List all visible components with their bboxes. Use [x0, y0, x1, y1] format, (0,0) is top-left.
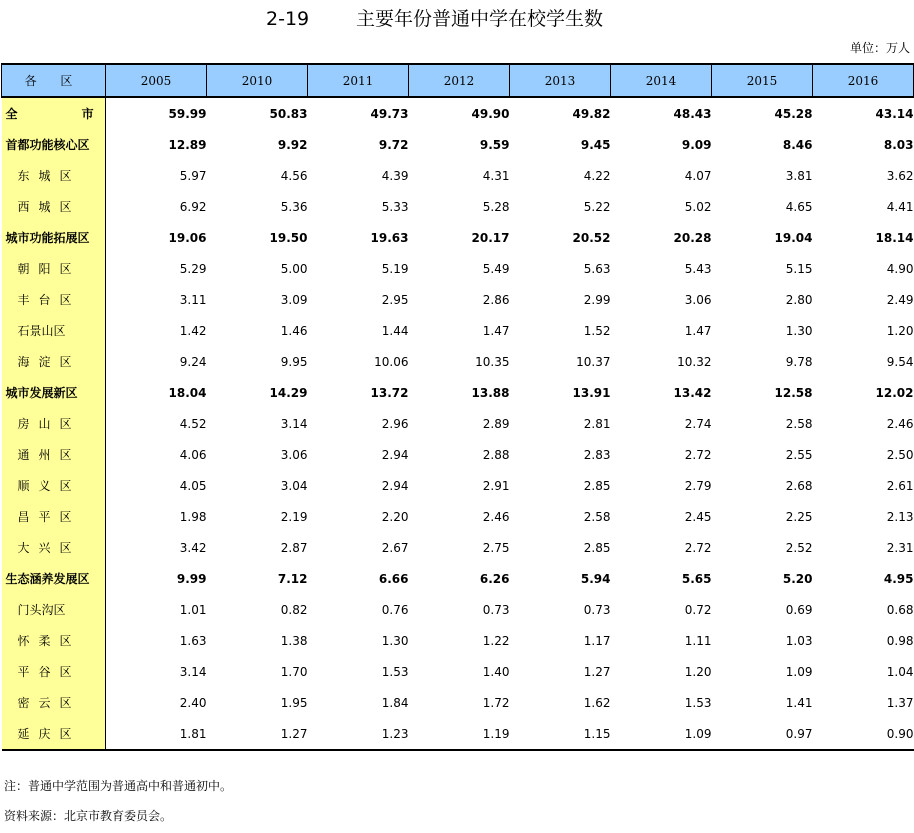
column-header-year: 2013: [510, 64, 611, 97]
value-cell: 49.82: [572, 106, 611, 121]
value-cell: 1.15: [510, 718, 611, 750]
value-cell: 6.66: [378, 571, 409, 586]
value-cell: 4.41: [886, 199, 914, 214]
column-header-year: 2016: [813, 64, 914, 97]
table-row: [2, 718, 914, 750]
value-cell: 5.02: [684, 199, 712, 214]
value-cell: 9.92: [277, 137, 308, 152]
value-cell: 9.09: [681, 137, 712, 152]
value-cell: 2.20: [381, 509, 409, 524]
region-name: 海淀区: [2, 346, 106, 377]
table-number: 2-19: [266, 8, 310, 30]
value-cell: 5.63: [583, 261, 611, 276]
region-name: 城市发展新区: [2, 377, 106, 408]
value-cell: 2.94: [381, 447, 409, 462]
value-cell: 59.99: [168, 106, 207, 121]
value-cell: 2.31: [886, 540, 914, 555]
value-cell: 8.03: [883, 137, 914, 152]
value-cell: 5.43: [684, 261, 712, 276]
table-row: [2, 625, 914, 656]
value-cell: 13.91: [572, 385, 611, 400]
value-cell: 0.73: [482, 602, 510, 617]
value-cell: 1.98: [179, 509, 207, 524]
value-cell: 5.15: [785, 261, 813, 276]
value-cell: 3.14: [280, 416, 308, 431]
value-cell: 5.36: [280, 199, 308, 214]
value-cell: 3.06: [684, 292, 712, 307]
value-cell: 49.73: [370, 106, 409, 121]
value-cell: 1.03: [785, 633, 813, 648]
value-cell: 0.72: [684, 602, 712, 617]
value-cell: 50.83: [269, 106, 308, 121]
value-cell: 1.70: [280, 664, 308, 679]
value-cell: 5.33: [381, 199, 409, 214]
value-cell: 19.04: [774, 230, 813, 245]
value-cell: 1.84: [381, 695, 409, 710]
value-cell: 9.45: [580, 137, 611, 152]
value-cell: 1.23: [308, 718, 409, 750]
value-cell: 2.83: [583, 447, 611, 462]
value-cell: 6.26: [479, 571, 510, 586]
value-cell: 2.95: [381, 292, 409, 307]
value-cell: 13.42: [673, 385, 712, 400]
value-cell: 1.52: [583, 323, 611, 338]
value-cell: 9.54: [886, 354, 914, 369]
value-cell: 5.20: [782, 571, 813, 586]
column-header-year: 2011: [308, 64, 409, 97]
value-cell: 0.98: [886, 633, 914, 648]
value-cell: 4.05: [179, 478, 207, 493]
value-cell: 1.37: [886, 695, 914, 710]
value-cell: 2.85: [583, 540, 611, 555]
value-cell: 43.14: [875, 106, 914, 121]
value-cell: 1.17: [583, 633, 611, 648]
value-cell: 2.72: [684, 540, 712, 555]
value-cell: 2.46: [482, 509, 510, 524]
table-row: [2, 160, 914, 191]
value-cell: 0.97: [712, 718, 813, 750]
value-cell: 1.47: [684, 323, 712, 338]
value-cell: 20.28: [673, 230, 712, 245]
value-cell: 9.24: [179, 354, 207, 369]
value-cell: 9.59: [479, 137, 510, 152]
region-name: 延庆区: [2, 718, 106, 750]
value-cell: 2.52: [785, 540, 813, 555]
value-cell: 4.39: [381, 168, 409, 183]
column-header-year: 2005: [106, 64, 207, 97]
value-cell: 1.09: [611, 718, 712, 750]
value-cell: 2.94: [381, 478, 409, 493]
value-cell: 2.88: [482, 447, 510, 462]
table-row: [2, 501, 914, 532]
value-cell: 9.72: [378, 137, 409, 152]
value-cell: 3.81: [785, 168, 813, 183]
value-cell: 2.74: [684, 416, 712, 431]
value-cell: 2.85: [583, 478, 611, 493]
value-cell: 2.72: [684, 447, 712, 462]
value-cell: 45.28: [774, 106, 813, 121]
value-cell: 1.53: [381, 664, 409, 679]
value-cell: 2.61: [886, 478, 914, 493]
column-header-year: 2014: [611, 64, 712, 97]
value-cell: 10.06: [374, 354, 409, 369]
source-note: 资料来源：北京市教育委员会。: [4, 809, 173, 823]
region-name: 西城区: [2, 191, 106, 222]
region-name: 石景山区: [2, 315, 106, 346]
value-cell: 1.27: [207, 718, 308, 750]
value-cell: 20.52: [572, 230, 611, 245]
value-cell: 2.79: [684, 478, 712, 493]
region-name: 丰台区: [2, 284, 106, 315]
region-name: 怀柔区: [2, 625, 106, 656]
table-row: [2, 408, 914, 439]
value-cell: 1.38: [280, 633, 308, 648]
table-row: [2, 377, 914, 408]
table-row: [2, 687, 914, 718]
value-cell: 5.00: [280, 261, 308, 276]
region-name: 城市功能拓展区: [2, 222, 106, 253]
value-cell: 3.62: [886, 168, 914, 183]
value-cell: 2.13: [886, 509, 914, 524]
value-cell: 2.25: [785, 509, 813, 524]
value-cell: 4.95: [883, 571, 914, 586]
value-cell: 18.14: [875, 230, 914, 245]
region-name: 昌平区: [2, 501, 106, 532]
value-cell: 13.88: [471, 385, 510, 400]
value-cell: 4.52: [179, 416, 207, 431]
value-cell: 3.14: [179, 664, 207, 679]
column-header-year: 2015: [712, 64, 813, 97]
table-row: [2, 191, 914, 222]
value-cell: 2.87: [280, 540, 308, 555]
value-cell: 0.82: [280, 602, 308, 617]
value-cell: 5.94: [580, 571, 611, 586]
value-cell: 5.65: [681, 571, 712, 586]
footnote: 注：普通中学范围为普通高中和普通初中。: [4, 779, 233, 793]
table-row: [2, 594, 914, 625]
table-row: [2, 439, 914, 470]
value-cell: 1.11: [684, 633, 712, 648]
value-cell: 1.40: [482, 664, 510, 679]
value-cell: 1.81: [106, 718, 207, 750]
table-row: [2, 253, 914, 284]
value-cell: 1.47: [482, 323, 510, 338]
value-cell: 3.42: [179, 540, 207, 555]
value-cell: 2.58: [785, 416, 813, 431]
table-row: [2, 656, 914, 687]
data-table: [1, 63, 914, 751]
value-cell: 9.95: [280, 354, 308, 369]
value-cell: 1.20: [886, 323, 914, 338]
value-cell: 19.06: [168, 230, 207, 245]
table-row: [2, 346, 914, 377]
region-name: 全 市: [2, 97, 106, 129]
value-cell: 5.19: [381, 261, 409, 276]
value-cell: 2.75: [482, 540, 510, 555]
value-cell: 3.09: [280, 292, 308, 307]
value-cell: 1.72: [482, 695, 510, 710]
region-name: 朝阳区: [2, 253, 106, 284]
value-cell: 0.90: [813, 718, 914, 750]
value-cell: 2.81: [583, 416, 611, 431]
table-row: [2, 315, 914, 346]
header-row: [2, 64, 914, 97]
value-cell: 1.19: [409, 718, 510, 750]
value-cell: 2.80: [785, 292, 813, 307]
table-row: [2, 97, 914, 129]
value-cell: 18.04: [168, 385, 207, 400]
region-name: 顺义区: [2, 470, 106, 501]
column-header-region: 各 区: [2, 64, 106, 97]
value-cell: 20.17: [471, 230, 510, 245]
value-cell: 12.58: [774, 385, 813, 400]
region-name: 通州区: [2, 439, 106, 470]
value-cell: 2.55: [785, 447, 813, 462]
value-cell: 1.09: [785, 664, 813, 679]
value-cell: 1.04: [886, 664, 914, 679]
value-cell: 13.72: [370, 385, 409, 400]
value-cell: 0.76: [381, 602, 409, 617]
region-name: 东城区: [2, 160, 106, 191]
value-cell: 3.04: [280, 478, 308, 493]
value-cell: 1.62: [583, 695, 611, 710]
value-cell: 2.89: [482, 416, 510, 431]
table-row: [2, 284, 914, 315]
value-cell: 4.90: [886, 261, 914, 276]
value-cell: 1.46: [280, 323, 308, 338]
value-cell: 4.07: [684, 168, 712, 183]
value-cell: 2.99: [583, 292, 611, 307]
column-header-year: 2012: [409, 64, 510, 97]
value-cell: 2.96: [381, 416, 409, 431]
value-cell: 4.06: [179, 447, 207, 462]
value-cell: 5.22: [583, 199, 611, 214]
value-cell: 1.63: [179, 633, 207, 648]
region-name: 生态涵养发展区: [2, 563, 106, 594]
value-cell: 19.50: [269, 230, 308, 245]
value-cell: 12.89: [168, 137, 207, 152]
table-row: [2, 532, 914, 563]
value-cell: 6.92: [179, 199, 207, 214]
value-cell: 19.63: [370, 230, 409, 245]
value-cell: 2.67: [381, 540, 409, 555]
value-cell: 1.44: [381, 323, 409, 338]
value-cell: 12.02: [875, 385, 914, 400]
value-cell: 1.95: [280, 695, 308, 710]
value-cell: 1.01: [179, 602, 207, 617]
value-cell: 10.37: [576, 354, 611, 369]
column-header-year: 2010: [207, 64, 308, 97]
value-cell: 1.41: [785, 695, 813, 710]
value-cell: 3.06: [280, 447, 308, 462]
value-cell: 4.22: [583, 168, 611, 183]
value-cell: 4.56: [280, 168, 308, 183]
value-cell: 2.49: [886, 292, 914, 307]
table-row: [2, 129, 914, 160]
region-name: 平谷区: [2, 656, 106, 687]
value-cell: 10.32: [677, 354, 712, 369]
value-cell: 8.46: [782, 137, 813, 152]
value-cell: 14.29: [269, 385, 308, 400]
value-cell: 2.40: [179, 695, 207, 710]
value-cell: 2.68: [785, 478, 813, 493]
value-cell: 1.30: [785, 323, 813, 338]
value-cell: 5.97: [179, 168, 207, 183]
value-cell: 3.11: [179, 292, 207, 307]
value-cell: 9.78: [785, 354, 813, 369]
region-name: 密云区: [2, 687, 106, 718]
value-cell: 10.35: [475, 354, 510, 369]
value-cell: 9.99: [176, 571, 207, 586]
region-name: 大兴区: [2, 532, 106, 563]
value-cell: 2.45: [684, 509, 712, 524]
value-cell: 2.19: [280, 509, 308, 524]
value-cell: 2.91: [482, 478, 510, 493]
value-cell: 7.12: [277, 571, 308, 586]
value-cell: 1.27: [583, 664, 611, 679]
unit-label: 单位：万人: [849, 41, 910, 55]
region-name: 门头沟区: [2, 594, 106, 625]
value-cell: 0.73: [583, 602, 611, 617]
value-cell: 1.20: [684, 664, 712, 679]
table-title: [0, 6, 914, 32]
value-cell: 5.29: [179, 261, 207, 276]
value-cell: 1.30: [381, 633, 409, 648]
value-cell: 4.31: [482, 168, 510, 183]
value-cell: 2.58: [583, 509, 611, 524]
table-row: [2, 470, 914, 501]
value-cell: 48.43: [673, 106, 712, 121]
value-cell: 4.65: [785, 199, 813, 214]
value-cell: 2.50: [886, 447, 914, 462]
table-row: [2, 222, 914, 253]
value-cell: 1.53: [684, 695, 712, 710]
value-cell: 2.86: [482, 292, 510, 307]
table-title-text: 主要年份普通中学在校学生数: [356, 8, 604, 30]
region-name: 首都功能核心区: [2, 129, 106, 160]
value-cell: 2.46: [886, 416, 914, 431]
value-cell: 1.22: [482, 633, 510, 648]
region-name: 房山区: [2, 408, 106, 439]
table-row: [2, 563, 914, 594]
value-cell: 5.49: [482, 261, 510, 276]
value-cell: 49.90: [471, 106, 510, 121]
value-cell: 5.28: [482, 199, 510, 214]
value-cell: 1.42: [179, 323, 207, 338]
value-cell: 0.69: [785, 602, 813, 617]
value-cell: 0.68: [886, 602, 914, 617]
